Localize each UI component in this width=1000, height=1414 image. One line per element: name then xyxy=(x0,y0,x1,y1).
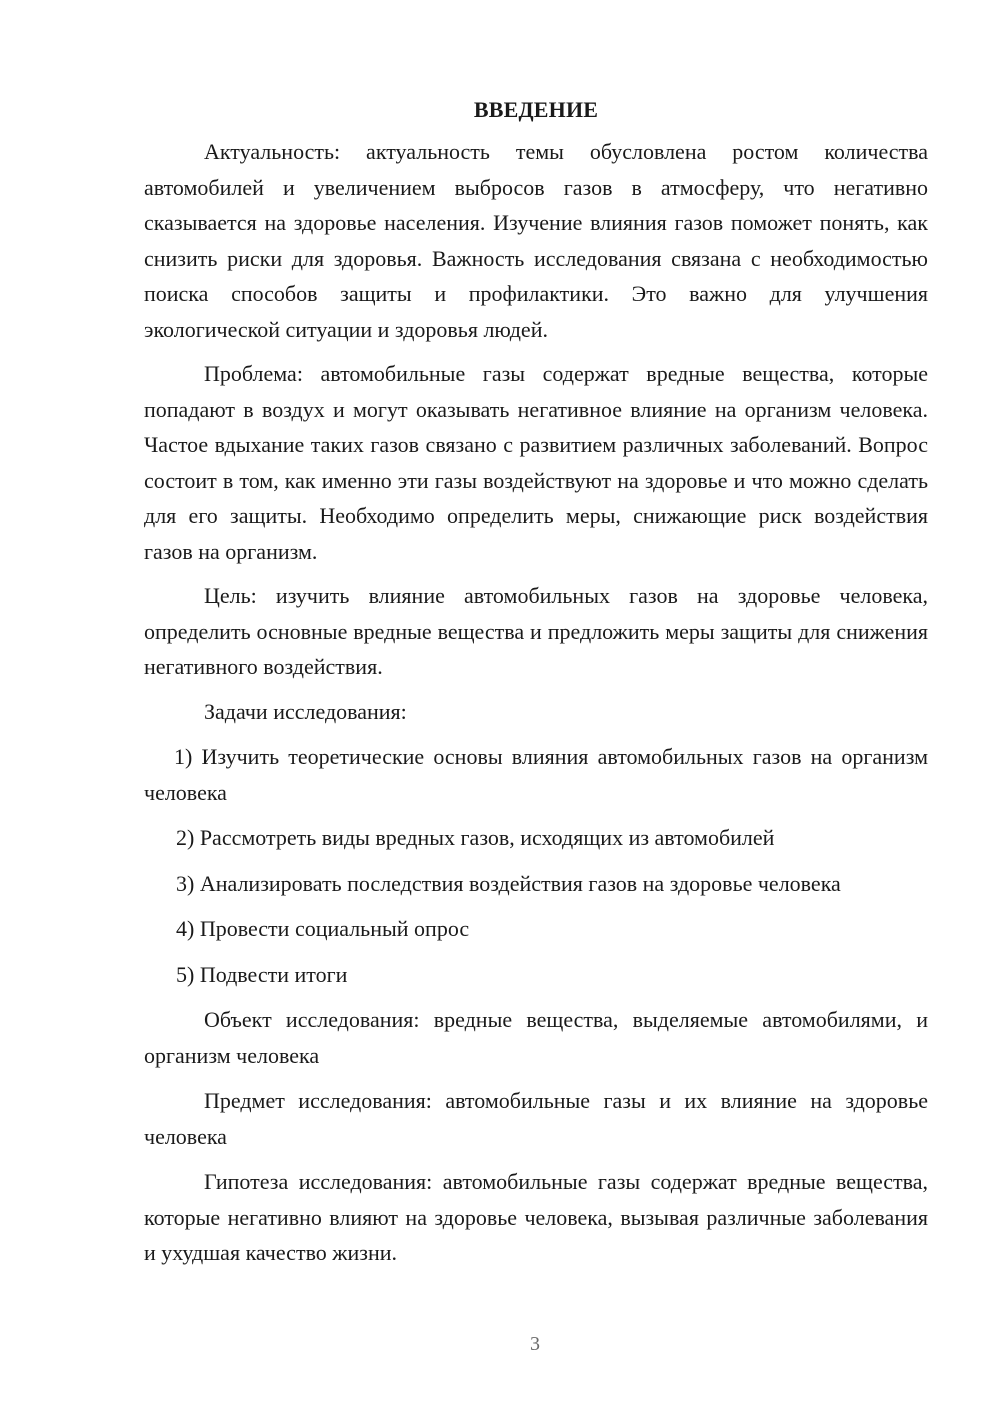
task-item-2: 2) Рассмотреть виды вредных газов, исходящих из автомобилей xyxy=(176,825,775,850)
relevance-paragraph: Актуальность: актуальность темы обусловлена ростом количества автомобилей и увеличением выбросов газов в атмосферу, что негативно сказывается на здоровье населения. Изучение влияния газов поможет понять, как снизить риски для здоровья. Важность исследования связана с необходимостью поиска способов защиты и профилактики. Это важно для улучшения экологической ситуации и здоровья людей. xyxy=(144,139,928,342)
task-item-1: 1) Изучить теоретические основы влияния автомобильных газов на организм человека xyxy=(144,744,928,805)
task-item-3: 3) Анализировать последствия воздействия газов на здоровье человека xyxy=(176,870,841,896)
object-paragraph: Объект исследования: вредные вещества, выделяемые автомобилями, и организм человека xyxy=(144,1007,928,1068)
section-title: ВВЕДЕНИЕ xyxy=(473,97,599,122)
subject-paragraph: Предмет исследования: автомобильные газы и их влияние на здоровье человека xyxy=(144,1088,928,1149)
document-page xyxy=(144,95,928,1280)
tasks-heading: Задачи исследования: xyxy=(204,698,407,724)
goal-paragraph: Цель: изучить влияние автомобильных газов на здоровье человека, определить основные вредные вещества и предложить меры защиты для снижения негативного воздействия. xyxy=(144,583,928,679)
task-item-5: 5) Подвести итоги xyxy=(176,961,348,987)
task-item-4: 4) Провести социальный опрос xyxy=(176,916,470,941)
problem-paragraph: Проблема: автомобильные газы содержат вредные вещества, которые попадают в воздух и могут оказывать негативное влияние на организм человека. Частое вдыхание таких газов связано с развитием различных заболеваний. Вопрос состоит в том, как именно эти газы воздействуют на здоровье и что можно сделать для его защиты. Необходимо определить меры, снижающие риск воздействия газов на организм. xyxy=(144,361,928,564)
hypothesis-paragraph: Гипотеза исследования: автомобильные газы содержат вредные вещества, которые негативно влияют на здоровье человека, вызывая различные заболевания и ухудшая качество жизни. xyxy=(144,1169,928,1265)
page-number: 3 xyxy=(530,1333,540,1355)
